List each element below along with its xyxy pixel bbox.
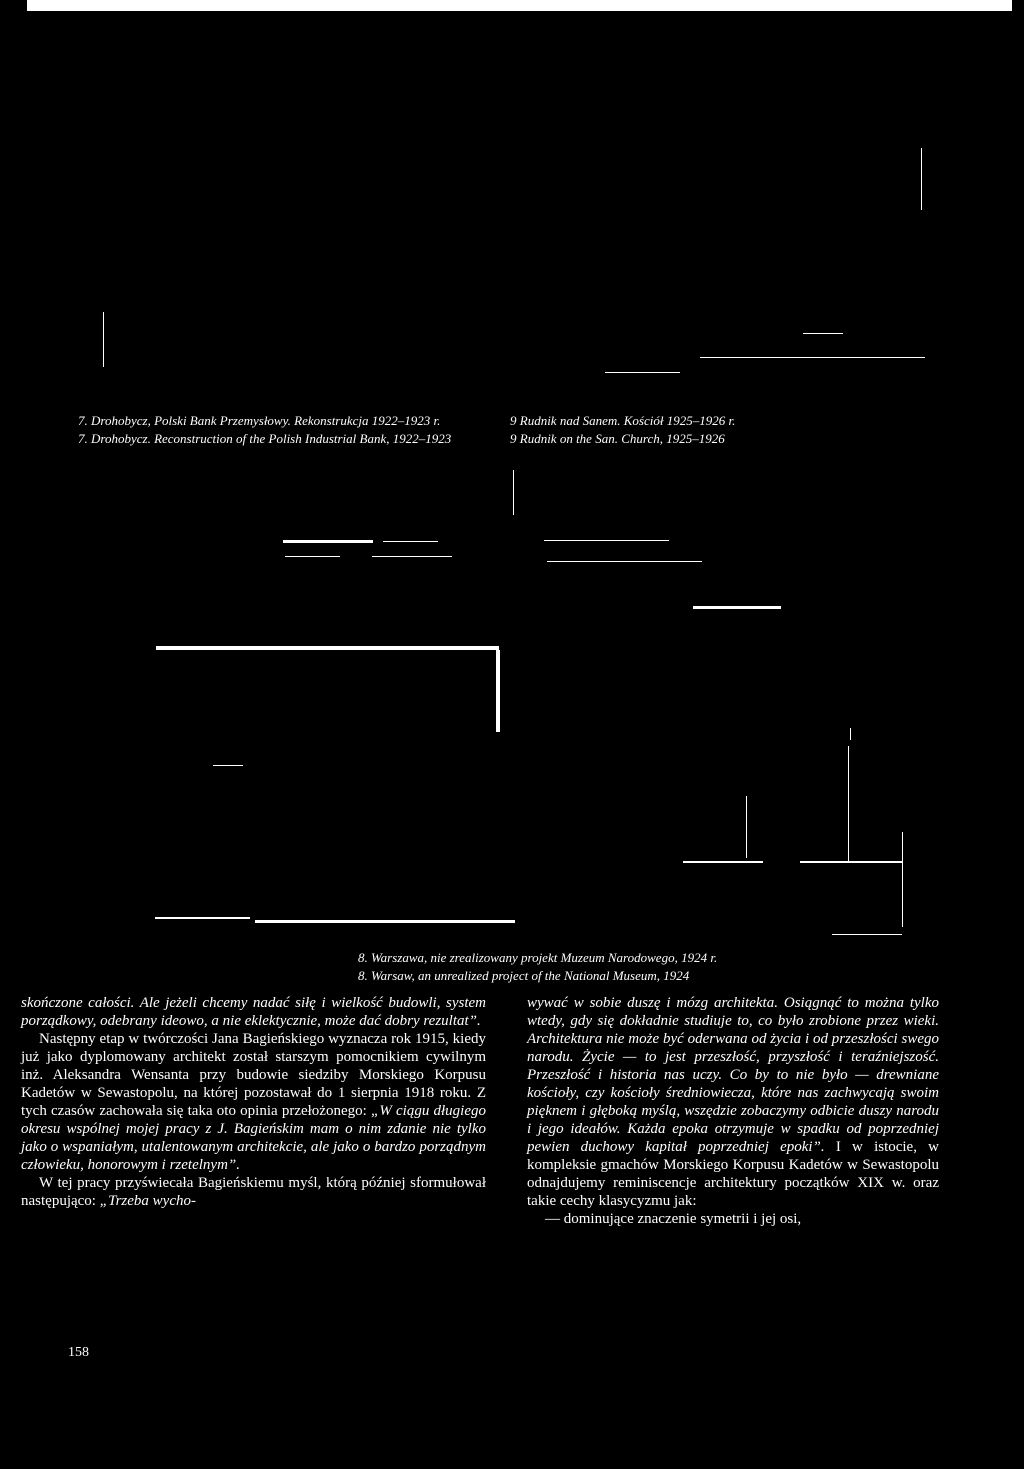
scan-top-edge <box>27 0 1012 11</box>
figure-9-caption-pl: 9 Rudnik nad Sanem. Kościół 1925–1926 r. <box>510 413 736 428</box>
left-paragraph-3: W tej pracy przyświecała Bagieńskiemu myśl, którą później sformułował następująco: „Trzeba wycho- <box>21 1175 486 1209</box>
figure-8-caption-pl: 8. Warszawa, nie zrealizowany projekt Muzeum Narodowego, 1924 r. <box>358 950 718 965</box>
left-paragraph-2: Następny etap w twórczości Jana Bagieńskiego wyznacza rok 1915, kiedy już jako dyplomowany architekt został starszym pomocnikiem cywilnym inż. Aleksandra Wensanta przy budowie siedziby Morskiego Korpusu Kadetów w Sewastopolu, na której pozostawał do 1 sierpnia 1918 roku. Z tych czasów zachowała się taka oto opinia przełożonego: „W ciągu długiego okresu wspólnej mojej pracy z J. Bagieńskim mam o nim zdanie nie tylko jako o wspaniałym, utalentowanym architekcie, ale jako o bardzo porządnym człowieku, honorowym i rzetelnym”. <box>21 1031 487 1173</box>
figure-7-caption-en: 7. Drohobycz. Reconstruction of the Polish Industrial Bank, 1922–1923 <box>78 431 452 446</box>
left-paragraph-1: skończone całości. Ale jeżeli chcemy nadać siłę i wielkość budowli, system porządkowy, odebrany ideowo, a nie eklektycznie, może dać dobry rezultat”. <box>21 995 486 1029</box>
right-text-column <box>527 994 939 1228</box>
figure-8-caption-en: 8. Warsaw, an unrealized project of the National Museum, 1924 <box>358 968 690 983</box>
figure-9-caption-en: 9 Rudnik on the San. Church, 1925–1926 <box>510 431 725 446</box>
page-number: 158 <box>68 1345 89 1360</box>
figure-7-caption-pl: 7. Drohobycz, Polski Bank Przemysłowy. Rekonstrukcja 1922–1923 r. <box>78 413 441 428</box>
left-text-column <box>21 994 486 1210</box>
right-paragraph-2: — dominujące znaczenie symetrii i jej osi, <box>545 1211 802 1227</box>
right-paragraph-1: wywać w sobie duszę i mózg architekta. Osiągnąć to można tylko wtedy, gdy się dokładnie studiuje to, co było zrobione przez wieki. Architektura nie może być oderwana od życia i od przeszłości swego narodu. Życie — to jest przeszłość, przyszłość i teraźniejszość. Przeszłość i historia nas uczy. Co by to nie było — drewniane kościoły, czy kościoły średniowiecza, które nas zachwycają swoim pięknem i głęboką myślą, wszędzie zobaczymy odbicie duszy narodu i jego ideałów. Każda epoka otrzymuje w spadku od poprzedniej pewien duchowy kapitał poprzedniej epoki”. I w istocie, w kompleksie gmachów Morskiego Korpusu Kadetów w Sewastopolu odnajdujemy reminiscencje architektury początków XIX w. oraz takie cechy klasycyzmu jak: <box>527 995 939 1209</box>
